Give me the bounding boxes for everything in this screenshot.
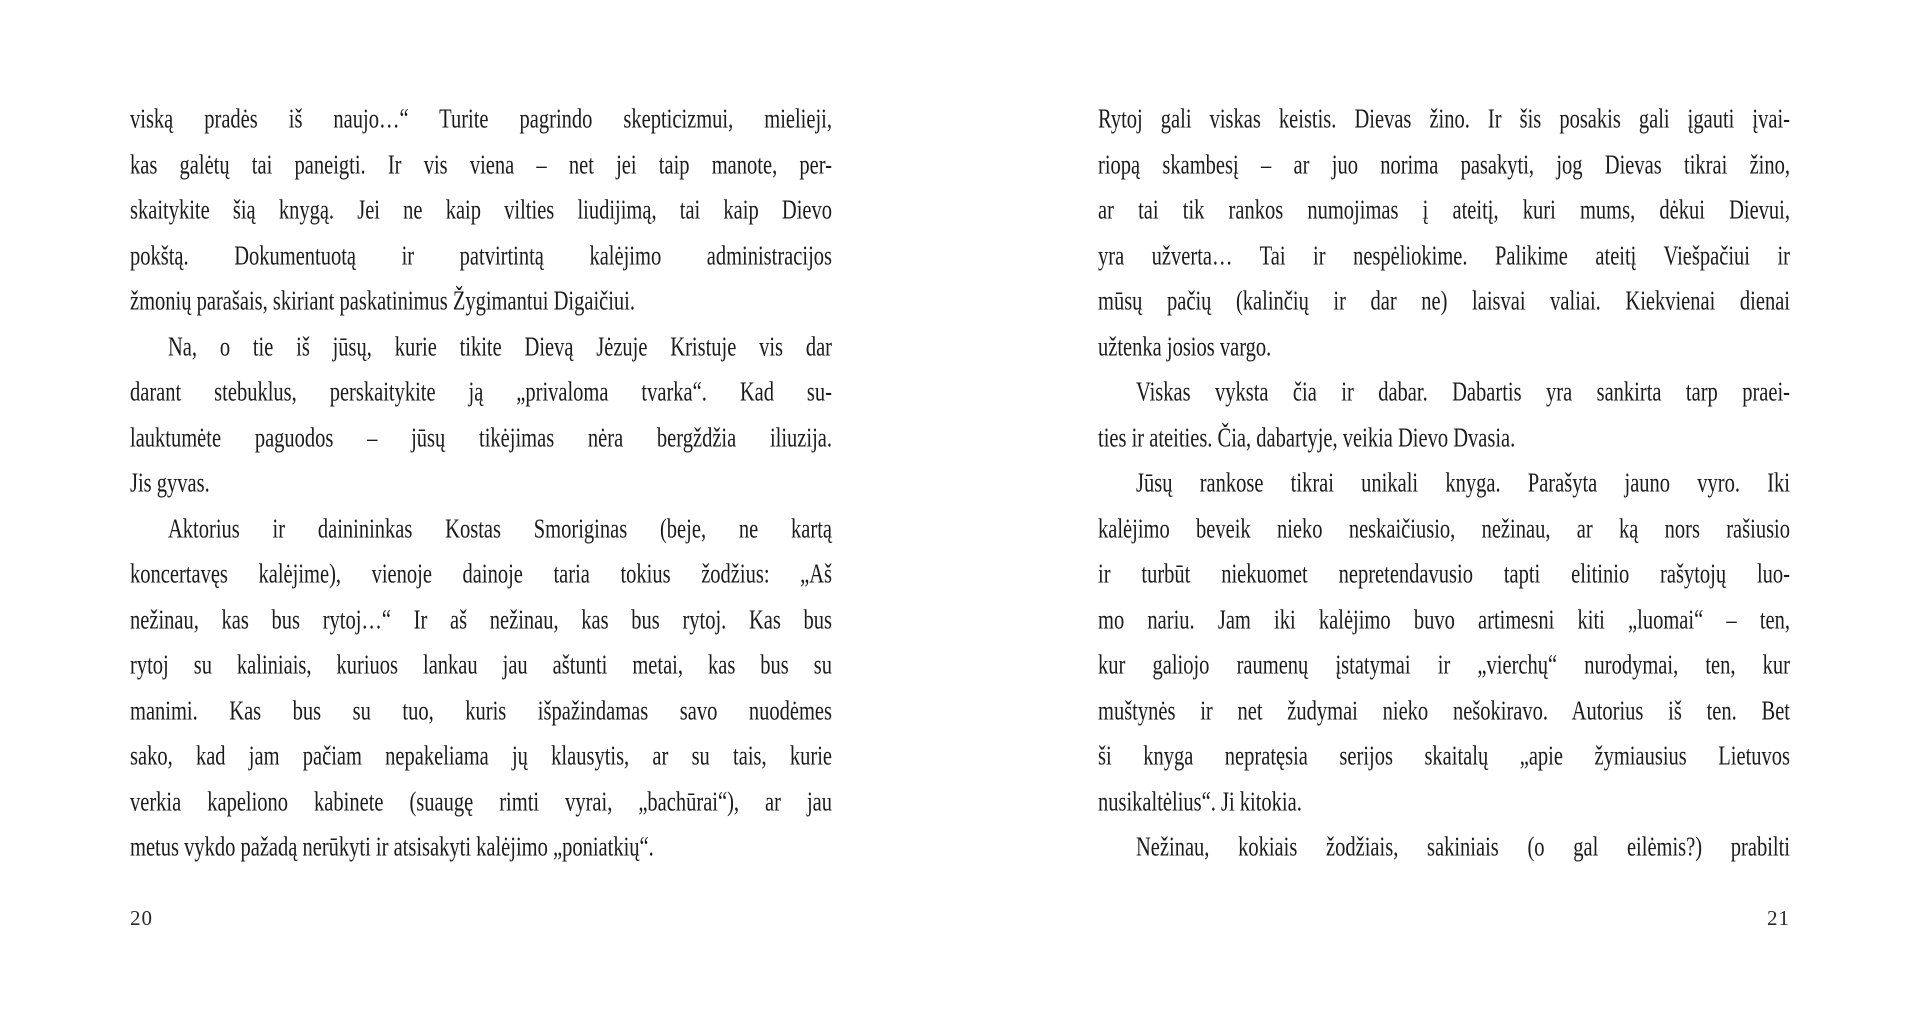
text-line: nežinau, kas bus rytoj…“ Ir aš nežinau, kas bus rytoj. Kas bus — [130, 605, 832, 635]
text-line: mūsų pačių (kalinčių ir dar ne) laisvai valiai. Kiekvienai dienai — [1098, 287, 1790, 317]
text-line: rytoj su kaliniais, kuriuos lankau jau aštunti metai, kas bus su — [130, 651, 832, 681]
text-line: Jis gyvas. — [130, 469, 210, 499]
text-line: kalėjimo beveik nieko neskaičiusio, nežinau, ar ką nors rašiusio — [1098, 514, 1790, 544]
text-line: metus vykdo pažadą nerūkyti ir atsisakyti kalėjimo „poniatkių“. — [130, 833, 654, 863]
text-line: skaitykite šią knygą. Jei ne kaip vilties liudijimą, tai kaip Dievo — [130, 196, 832, 226]
page-right — [960, 0, 1920, 1029]
text-line: verkia kapeliono kabinete (suaugę rimti vyrai, „bachūrai“), ar jau — [130, 787, 832, 817]
text-line: Viskas vyksta čia ir dabar. Dabartis yra sankirta tarp praei- — [1136, 378, 1790, 408]
text-line: ar tai tik rankos numojimas į ateitį, kuri mums, dėkui Dievui, — [1098, 196, 1790, 226]
text-line: Rytoj gali viskas keistis. Dievas žino. Ir šis posakis gali įgauti įvai- — [1098, 105, 1790, 135]
text-line: mo nariu. Jam iki kalėjimo buvo artimesni kiti „luomai“ – ten, — [1098, 605, 1790, 635]
text-line: ši knyga nepratęsia serijos skaitalų „apie žymiausius Lietuvos — [1098, 742, 1790, 772]
text-line: ties ir ateities. Čia, dabartyje, veikia Dievo Dvasia. — [1098, 423, 1516, 453]
text-line: riopą skambesį – ar juo norima pasakyti, jog Dievas tikrai žino, — [1098, 150, 1790, 180]
page-number-right: 21 — [1767, 906, 1790, 930]
text-line: Nežinau, kokiais žodžiais, sakiniais (o gal eilėmis?) prabilti — [1136, 833, 1790, 863]
text-line: viską pradės iš naujo…“ Turite pagrindo skepticizmui, mielieji, — [130, 105, 832, 135]
text-line: manimi. Kas bus su tuo, kuris išpažindamas savo nuodėmes — [130, 696, 832, 726]
page-number-left: 20 — [130, 906, 153, 930]
text-line: Aktorius ir dainininkas Kostas Smoriginas (beje, ne kartą — [168, 514, 832, 544]
text-line: Jūsų rankose tikrai unikali knyga. Parašyta jauno vyro. Iki — [1136, 469, 1790, 499]
text-line: užtenka josios vargo. — [1098, 332, 1272, 362]
text-line: kas galėtų tai paneigti. Ir vis viena – net jei taip manote, per- — [130, 150, 832, 180]
text-line: darant stebuklus, perskaitykite ją „privaloma tvarka“. Kad su- — [130, 378, 832, 408]
text-line: sako, kad jam pačiam nepakeliama jų klausytis, ar su tais, kurie — [130, 742, 832, 772]
text-line: ir turbūt niekuomet nepretendavusio tapti elitinio rašytojų luo- — [1098, 560, 1790, 590]
text-line: Na, o tie iš jūsų, kurie tikite Dievą Jėzuje Kristuje vis dar — [168, 332, 832, 362]
text-line: kur galiojo raumenų įstatymai ir „vierchų“ nurodymai, ten, kur — [1098, 651, 1790, 681]
text-line: lauktumėte paguodos – jūsų tikėjimas nėra bergždžia iliuzija. — [130, 423, 832, 453]
text-line: koncertavęs kalėjime), vienoje dainoje taria tokius žodžius: „Aš — [130, 560, 832, 590]
page-left-text-column — [130, 98, 832, 872]
text-line: yra užverta… Tai ir nespėliokime. Palikime ateitį Viešpačiui ir — [1098, 241, 1790, 271]
text-line: muštynės ir net žudymai nieko nešokiravo. Autorius iš ten. Bet — [1098, 696, 1790, 726]
text-line: pokštą. Dokumentuotą ir patvirtintą kalėjimo administracijos — [130, 241, 832, 271]
text-line: žmonių parašais, skiriant paskatinimus Žygimantui Digaičiui. — [130, 287, 636, 317]
page-right-text-column — [1098, 98, 1790, 872]
text-line: nusikaltėlius“. Ji kitokia. — [1098, 787, 1302, 817]
